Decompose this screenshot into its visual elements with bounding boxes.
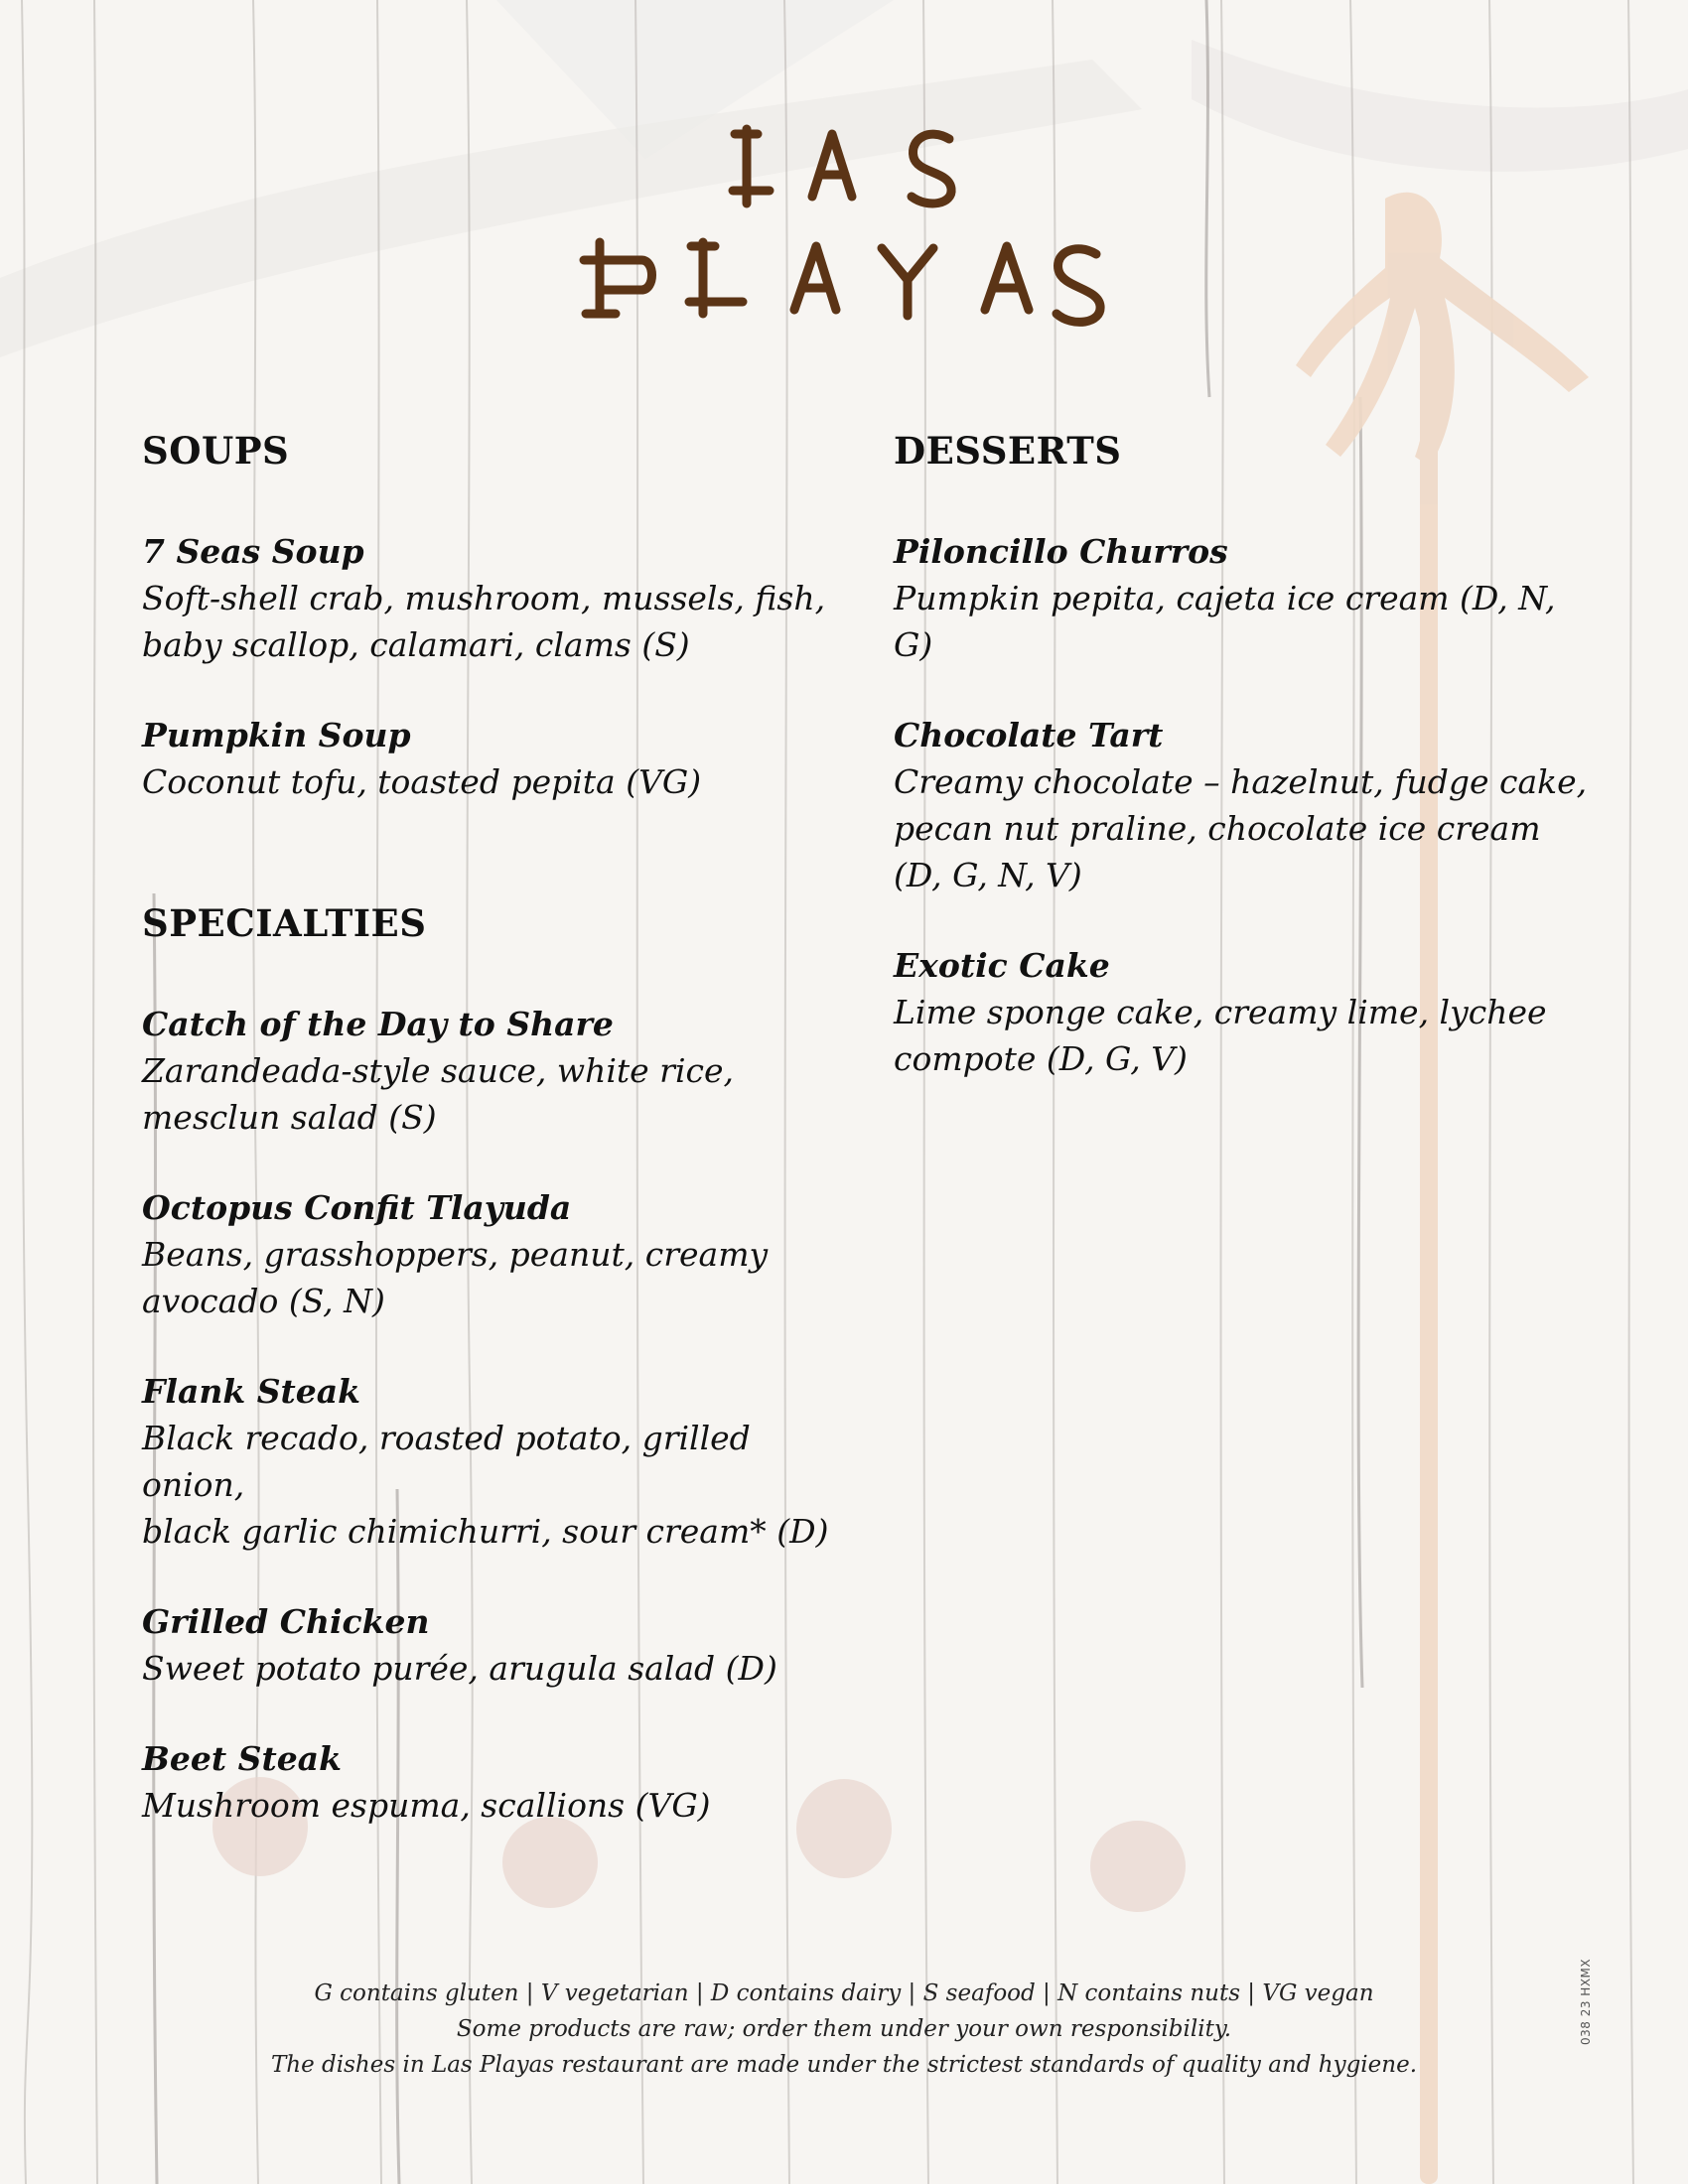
menu-item-description: Coconut tofu, toasted pepita (VG) — [142, 762, 702, 801]
menu-item-name: Flank Steak — [142, 1372, 361, 1411]
menu-item-name: Beet Steak — [142, 1739, 342, 1778]
menu-item-name: Catch of the Day to Share — [142, 1005, 614, 1043]
section-title: SOUPS — [142, 429, 290, 473]
menu-item-description: black garlic chimichurri, sour cream* (D) — [142, 1512, 829, 1551]
menu-item-name: Pumpkin Soup — [142, 716, 411, 754]
quality-statement: The dishes in Las Playas restaurant are made under the strictest standards of quality and hygiene. — [270, 2052, 1418, 2078]
menu-item-name: Exotic Cake — [894, 946, 1110, 985]
menu-item-description: (D, G, N, V) — [894, 856, 1082, 894]
menu-item-name: Piloncillo Churros — [894, 532, 1228, 571]
menu-item-name: Grilled Chicken — [142, 1602, 430, 1641]
section-spacer — [142, 850, 857, 899]
menu-item-name: Chocolate Tart — [894, 716, 1164, 754]
menu-item-description: Mushroom espuma, scallions (VG) — [142, 1786, 711, 1825]
menu-right-column — [894, 427, 1589, 1127]
menu-item-octopus-confit-tlayuda — [142, 1185, 857, 1324]
menu-item-pumpkin-soup — [142, 713, 857, 805]
menu-item-description: avocado (S, N) — [142, 1282, 385, 1320]
menu-footer — [0, 1976, 1688, 2083]
menu-item-description: Beans, grasshoppers, peanut, creamy — [142, 1235, 769, 1274]
menu-item-beet-steak — [142, 1736, 857, 1829]
menu-item-description: Pumpkin pepita, cajeta ice cream (D, N, G) — [894, 579, 1556, 664]
menu-item-grilled-chicken — [142, 1599, 857, 1692]
menu-section-soups — [142, 427, 857, 805]
allergen-legend: G contains gluten | V vegetarian | D contains dairy | S seafood | N contains nuts | VG vegan — [314, 1980, 1374, 2006]
menu-item-name: Octopus Confit Tlayuda — [142, 1188, 572, 1227]
menu-item-description: Creamy chocolate – hazelnut, fudge cake, — [894, 762, 1588, 801]
menu-item-description: Sweet potato purée, arugula salad (D) — [142, 1649, 777, 1688]
document-code: 038 23 HXMX — [1579, 1958, 1593, 2045]
menu-item-catch-of-the-day-to-share — [142, 1002, 857, 1141]
menu-item-description: mesclun salad (S) — [142, 1098, 437, 1137]
menu-item-flank-steak — [142, 1369, 857, 1555]
menu-item-description: baby scallop, calamari, clams (S) — [142, 625, 690, 664]
menu-section-specialties — [142, 899, 857, 1829]
menu-item-description: pecan nut praline, chocolate ice cream — [894, 809, 1541, 848]
menu-item-description: Lime sponge cake, creamy lime, lychee — [894, 993, 1547, 1031]
menu-item-piloncillo-churros — [894, 529, 1589, 668]
menu-item-7-seas-soup — [142, 529, 857, 668]
menu-left-column — [142, 427, 857, 1873]
section-title: SPECIALTIES — [142, 901, 427, 945]
menu-item-chocolate-tart — [894, 713, 1589, 898]
menu-item-description: Black recado, roasted potato, grilled onion, — [142, 1419, 751, 1504]
menu-item-description: Zarandeada-style sauce, white rice, — [142, 1051, 735, 1090]
menu-item-description: Soft-shell crab, mushroom, mussels, fish, — [142, 579, 826, 617]
menu-item-description: compote (D, G, V) — [894, 1039, 1188, 1078]
menu-section-desserts — [894, 427, 1589, 1082]
menu-item-exotic-cake — [894, 943, 1589, 1082]
menu-item-name: 7 Seas Soup — [142, 532, 364, 571]
section-title: DESSERTS — [894, 429, 1122, 473]
raw-products-disclaimer: Some products are raw; order them under your own responsibility. — [456, 2016, 1232, 2042]
